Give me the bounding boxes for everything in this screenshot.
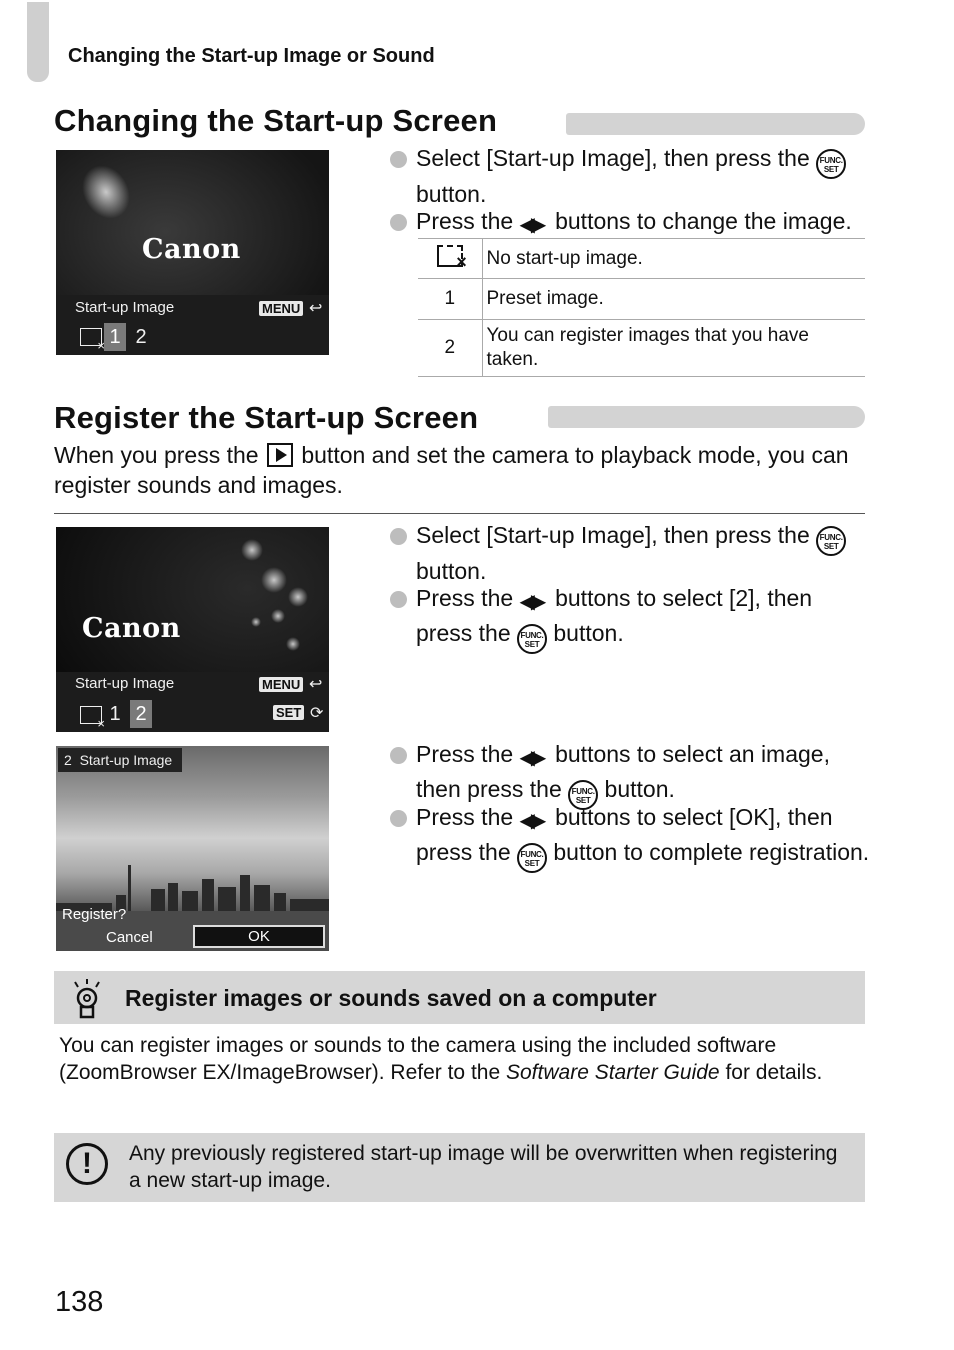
- running-head: Changing the Start-up Image or Sound: [68, 45, 435, 67]
- table-row: [418, 239, 865, 279]
- menu-strip: [56, 295, 329, 355]
- slot-2: 2: [135, 326, 147, 348]
- divider: [54, 513, 865, 514]
- step-text: Select [Start-up Image], then press the: [416, 145, 810, 171]
- table-row: [418, 320, 865, 377]
- menu-button-icon: MENU: [259, 301, 303, 316]
- page-number: 138: [55, 1286, 104, 1318]
- left-right-arrows-icon: ◀▶: [519, 214, 543, 236]
- step-select-2: Press the ◀▶ buttons to select [2], then press the FUNC. SET button.: [390, 583, 870, 654]
- camera-screen-register: [56, 746, 329, 951]
- bullet-dot: [390, 591, 407, 608]
- bullet-dot: [390, 747, 407, 764]
- chapter-tab: [27, 2, 49, 82]
- step-select-startup-2: Select [Start-up Image], then press the FUNC. SET button.: [390, 520, 870, 587]
- slot-2: 2: [130, 700, 152, 728]
- ok-option: OK: [193, 925, 325, 948]
- return-icon: ↩: [309, 300, 323, 317]
- register-question: Register?: [62, 906, 127, 923]
- func-set-icon: FUNC. SET: [816, 526, 846, 556]
- no-image-icon: [80, 706, 102, 724]
- caution-icon: !: [66, 1143, 108, 1185]
- table-key: 1: [418, 279, 482, 320]
- set-button-icon: SET: [273, 705, 304, 720]
- menu-strip: [56, 672, 329, 732]
- bullet-dot: [390, 214, 407, 231]
- tip-title: Register images or sounds saved on a computer: [125, 985, 657, 1011]
- slot-1: 1: [104, 323, 126, 351]
- bokeh-light: [73, 157, 140, 228]
- func-set-icon: FUNC. SET: [517, 843, 547, 873]
- bullet-dot: [390, 528, 407, 545]
- no-image-icon: [80, 328, 102, 346]
- table-row: [418, 279, 865, 320]
- canon-logo: Canon: [82, 613, 181, 644]
- return-icon: ↩: [309, 676, 323, 693]
- cancel-option: Cancel: [106, 929, 153, 946]
- step-select-ok: Press the ◀▶ buttons to select [OK], then press the FUNC. SET button to complete registration.: [390, 802, 870, 873]
- no-image-icon: [437, 245, 463, 267]
- tip-text: You can register images or sounds to the camera using the included software (ZoomBrowser EX/ImageBrowser). Refer to the Software Starter Guide for details.: [59, 1034, 823, 1084]
- step-select-image: Press the ◀▶ buttons to select an image, then press the FUNC. SET button.: [390, 739, 870, 810]
- step-text: button.: [416, 181, 487, 207]
- menu-button-icon: MENU: [259, 677, 303, 692]
- section-bar: [566, 113, 865, 135]
- table-key: 2: [418, 320, 482, 377]
- left-right-arrows-icon: ◀▶: [519, 747, 543, 769]
- table-cell: No start-up image.: [482, 239, 865, 279]
- bullet-dot: [390, 810, 407, 827]
- caution-text: Any previously registered start-up image will be overwritten when registering a new start-up image.: [129, 1142, 838, 1192]
- step-text: Press the: [416, 208, 514, 234]
- table-cell: Preset image.: [482, 279, 865, 320]
- func-set-icon: FUNC. SET: [517, 624, 547, 654]
- camera-screen-startup-2: [56, 527, 329, 732]
- canon-logo: Canon: [142, 234, 241, 265]
- slot-1: 1: [109, 703, 121, 725]
- func-set-icon: FUNC. SET: [816, 149, 846, 179]
- left-right-arrows-icon: ◀▶: [519, 810, 543, 832]
- camera-screen-startup-1: [56, 150, 329, 355]
- register-icon: ⟳: [310, 705, 324, 722]
- section-title-register: Register the Start-up Screen: [54, 400, 479, 435]
- step-select-startup: [390, 143, 870, 210]
- lightbulb-icon: [70, 978, 104, 1020]
- register-intro: When you press the button and set the camera to playback mode, you can register sounds and images.: [54, 442, 849, 498]
- left-right-arrows-icon: ◀▶: [519, 591, 543, 613]
- playback-button-icon: [267, 443, 293, 467]
- register-header: 2 Start-up Image: [58, 748, 182, 772]
- section-bar: [548, 406, 865, 428]
- func-set-icon: FUNC. SET: [568, 780, 598, 810]
- step-text: buttons to change the image.: [555, 208, 852, 234]
- bullet-dot: [390, 151, 407, 168]
- step-change-image: [390, 206, 870, 241]
- section-title-changing: Changing the Start-up Screen: [54, 103, 498, 138]
- options-table: [418, 238, 865, 377]
- table-cell: You can register images that you have taken.: [482, 320, 865, 377]
- startup-image-label: Start-up Image: [75, 299, 175, 316]
- startup-image-label: Start-up Image: [75, 675, 175, 692]
